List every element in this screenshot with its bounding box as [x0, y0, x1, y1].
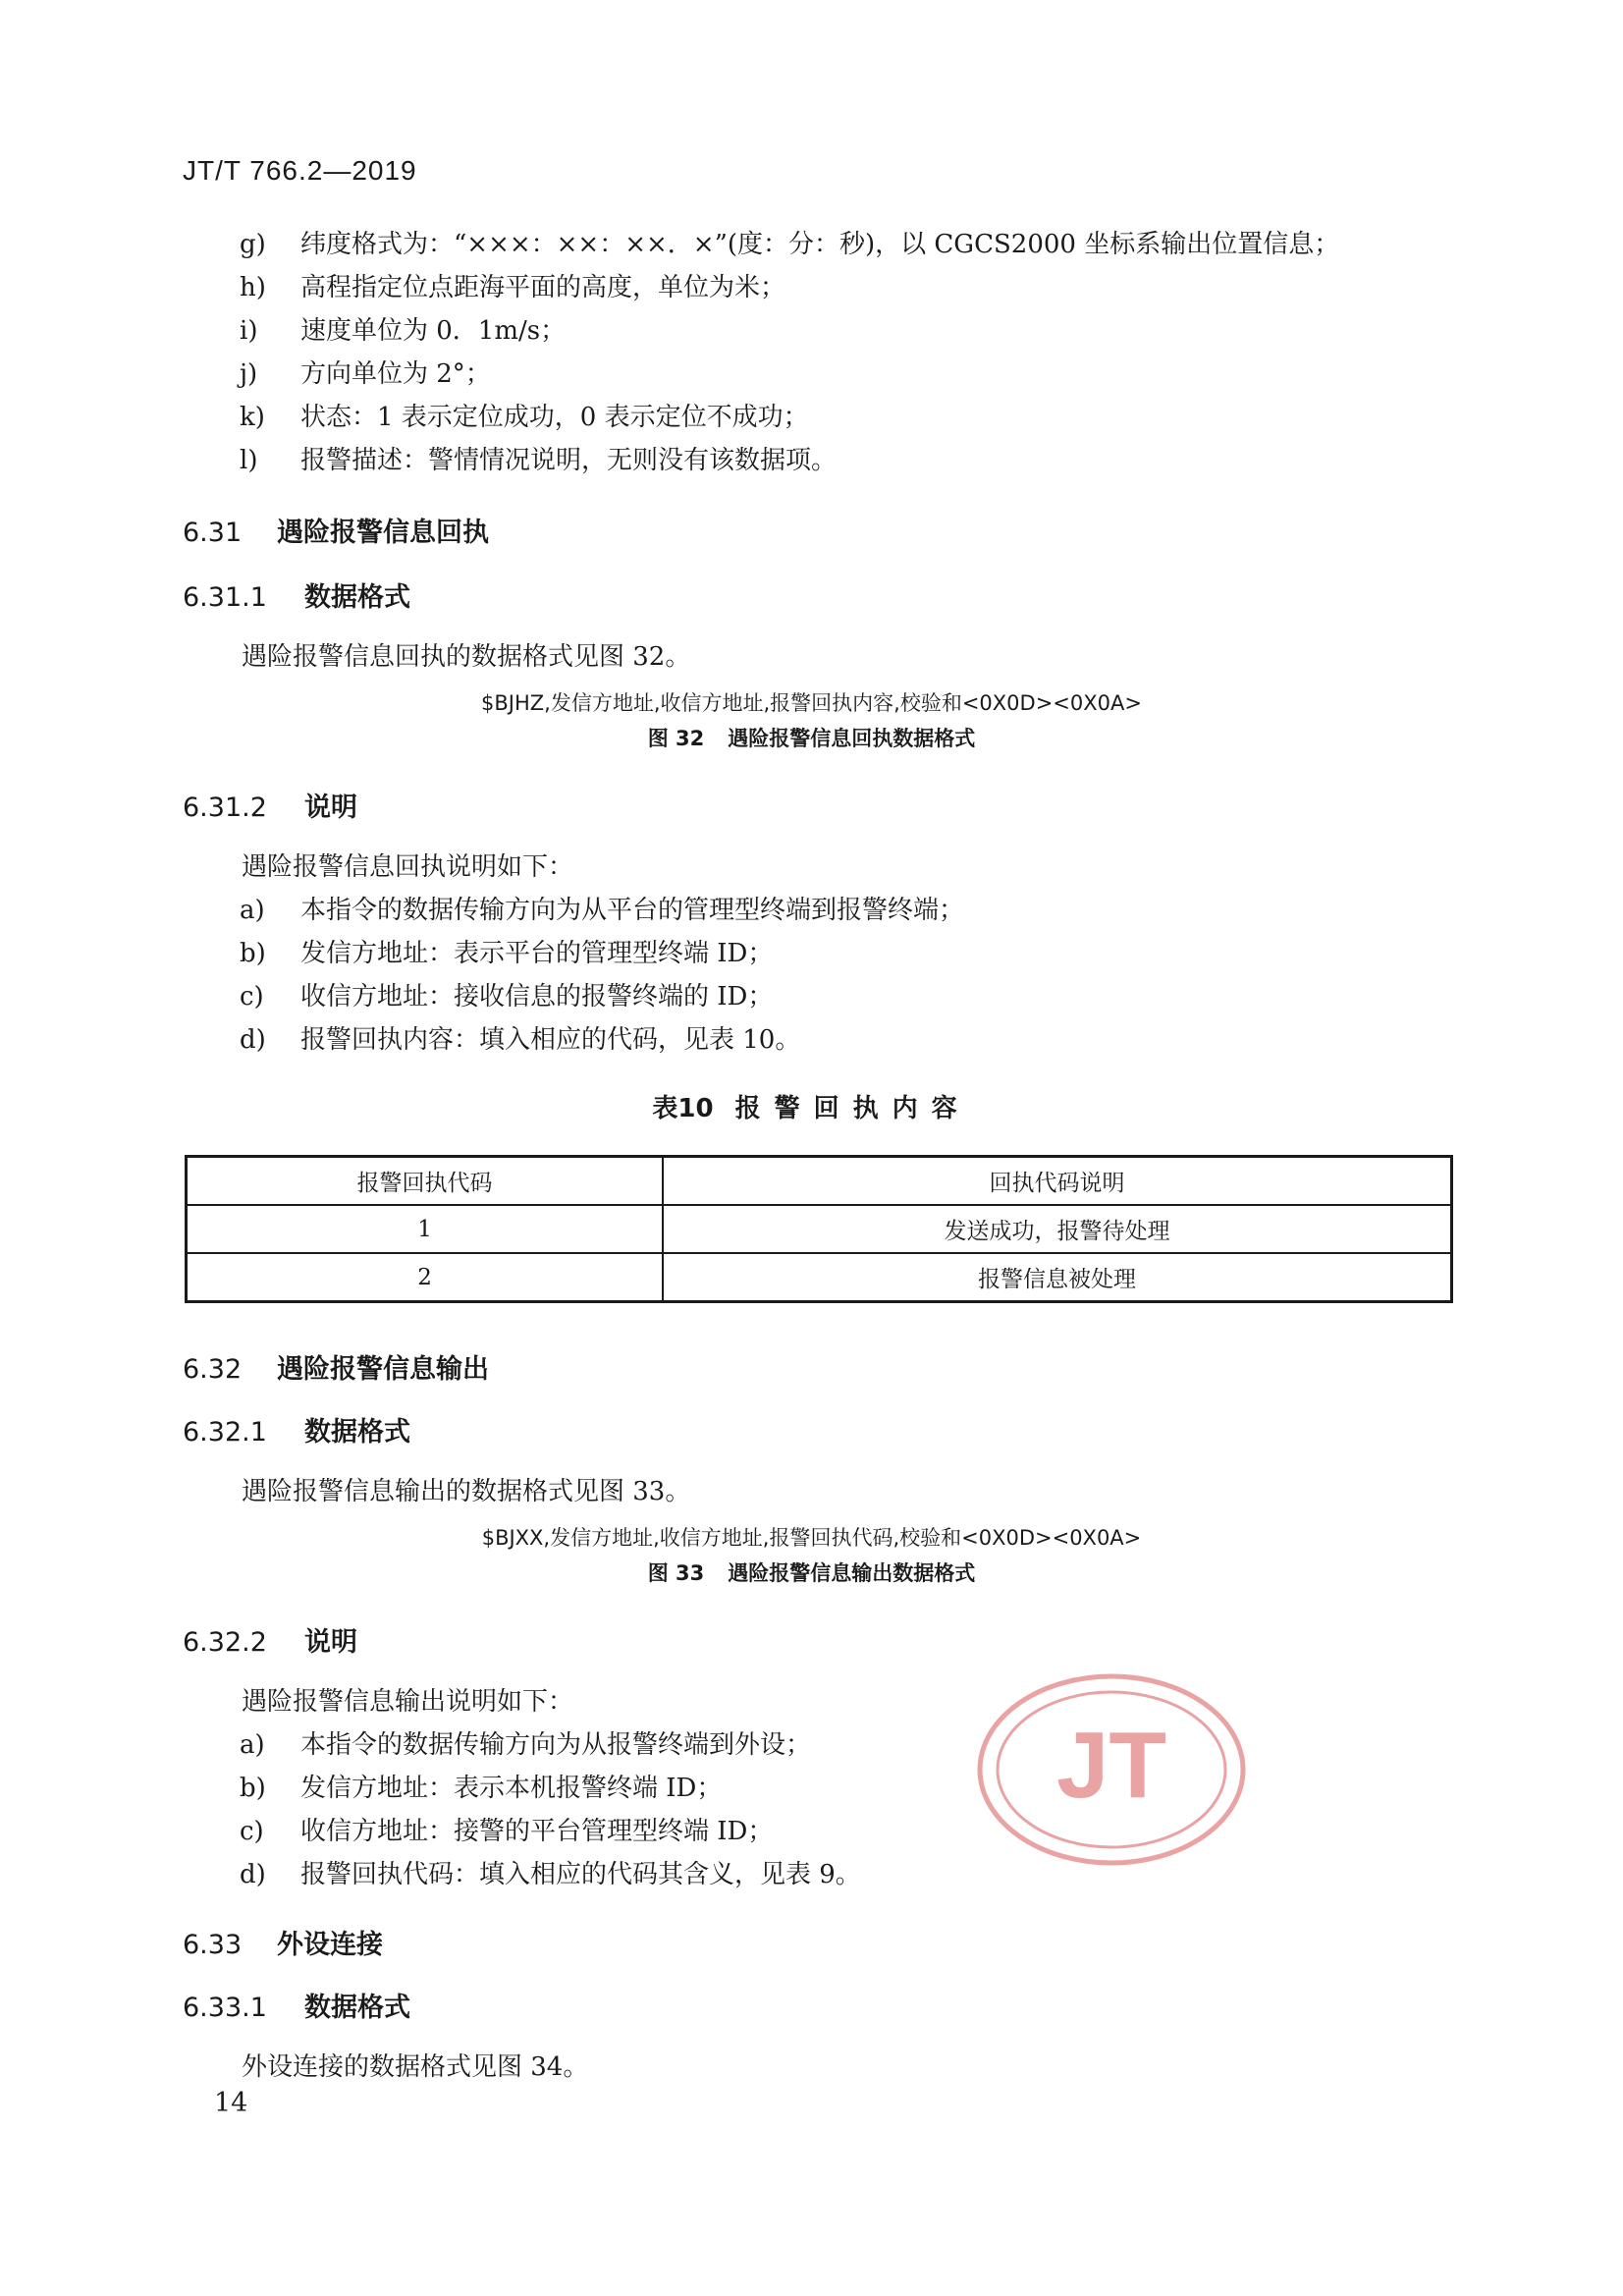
list-item: b) 发信方地址：表示本机报警终端 ID；	[240, 1774, 723, 1803]
list-item: l) 报警描述：警情情况说明，无则没有该数据项。	[240, 446, 838, 475]
paragraph: 外设连接的数据格式见图 34。	[242, 2052, 589, 2082]
subsection-heading-6-31-1: 6.31.1 数据格式	[183, 582, 410, 613]
list-item: i) 速度单位为 0．1m/s；	[240, 316, 567, 346]
list-item: k) 状态：1 表示定位成功，0 表示定位不成功；	[240, 403, 809, 432]
subsection-heading-6-31-2: 6.31.2 说明	[183, 793, 357, 823]
table-row	[187, 1205, 1452, 1253]
table-title: 表10 报警回执内容	[652, 1094, 971, 1123]
table-cell: 1	[187, 1205, 664, 1253]
jt-watermark-stamp-icon	[975, 1671, 1248, 1868]
list-item: h) 高程指定位点距海平面的高度，单位为米；	[240, 273, 786, 302]
figure-caption: 图 33 遇险报警信息输出数据格式	[647, 1561, 976, 1585]
subsection-heading-6-33-1: 6.33.1 数据格式	[183, 1993, 410, 2023]
table-cell: 报警信息被处理	[663, 1253, 1451, 1302]
section-heading-6-33: 6.33 外设连接	[183, 1930, 383, 1960]
paragraph: 遇险报警信息回执说明如下：	[242, 852, 574, 882]
figure-caption: 图 32 遇险报警信息回执数据格式	[647, 727, 976, 750]
list-item: d) 报警回执内容：填入相应的代码，见表 10。	[240, 1025, 801, 1055]
data-format-line: $BJXX,发信方地址,收信方地址,报警回执代码,校验和<0X0D><0X0A>	[481, 1526, 1142, 1550]
list-item: g) 纬度格式为：“×××：××：××．×”(度：分：秒)，以 CGCS2000 坐标系输出位置信息；	[240, 230, 1340, 259]
paragraph: 遇险报警信息回执的数据格式见图 32。	[242, 642, 691, 672]
paragraph: 遇险报警信息输出说明如下：	[242, 1687, 574, 1717]
page-number: 14	[214, 2088, 248, 2118]
table-header-cell: 回执代码说明	[663, 1157, 1451, 1206]
table-cell: 发送成功，报警待处理	[663, 1205, 1451, 1253]
list-item: b) 发信方地址：表示平台的管理型终端 ID；	[240, 939, 774, 968]
table-header-row	[187, 1157, 1452, 1206]
section-heading-6-31: 6.31 遇险报警信息回执	[183, 518, 489, 548]
standard-number: JT/T 766.2—2019	[183, 155, 417, 186]
table-row	[187, 1253, 1452, 1302]
list-item: j) 方向单位为 2°；	[240, 359, 491, 389]
watermark-text: JT	[1055, 1713, 1167, 1818]
list-item: a) 本指令的数据传输方向为从平台的管理型终端到报警终端；	[240, 896, 965, 925]
list-item: a) 本指令的数据传输方向为从报警终端到外设；	[240, 1730, 812, 1760]
list-item: c) 收信方地址：接警的平台管理型终端 ID；	[240, 1817, 774, 1846]
table-header-cell: 报警回执代码	[187, 1157, 664, 1206]
list-item: d) 报警回执代码：填入相应的代码其含义，见表 9。	[240, 1860, 861, 1889]
table-cell: 2	[187, 1253, 664, 1302]
receipt-code-table	[185, 1155, 1453, 1303]
data-format-line: $BJHZ,发信方地址,收信方地址,报警回执内容,校验和<0X0D><0X0A>	[481, 691, 1142, 715]
list-item: c) 收信方地址：接收信息的报警终端的 ID；	[240, 982, 774, 1011]
paragraph: 遇险报警信息输出的数据格式见图 33。	[242, 1477, 691, 1506]
section-heading-6-32: 6.32 遇险报警信息输出	[183, 1354, 489, 1385]
subsection-heading-6-32-2: 6.32.2 说明	[183, 1627, 357, 1658]
subsection-heading-6-32-1: 6.32.1 数据格式	[183, 1417, 410, 1448]
